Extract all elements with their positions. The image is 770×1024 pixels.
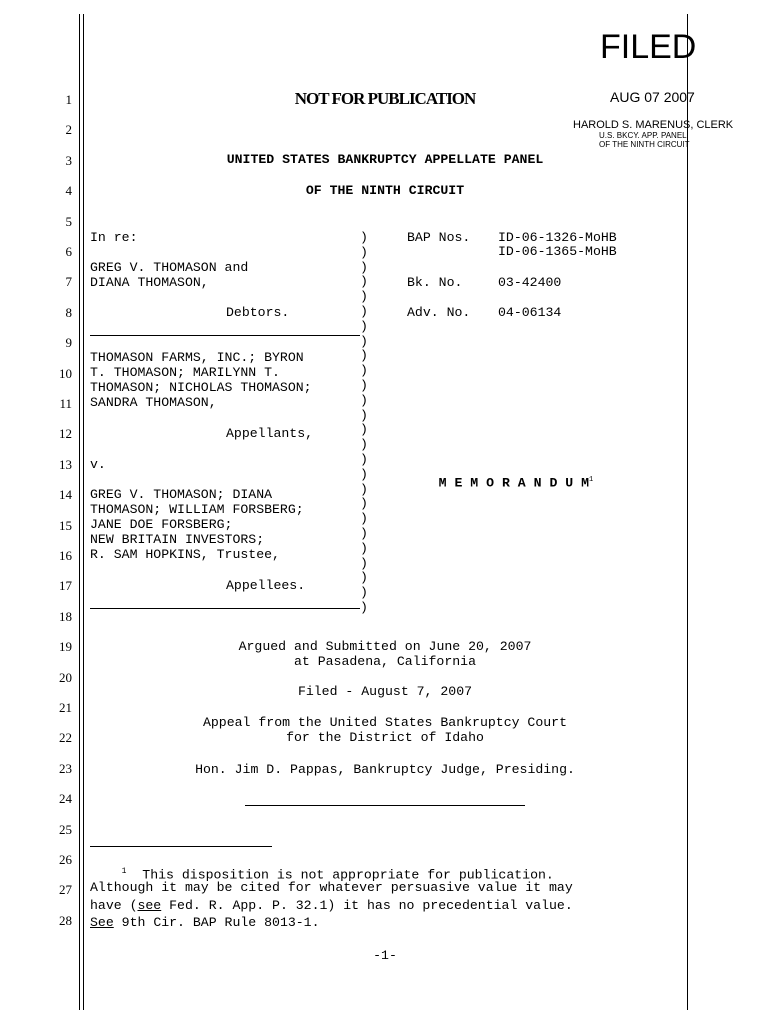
appellant-line-3: THOMASON; NICHOLAS THOMASON; bbox=[90, 380, 312, 395]
caption-paren: ) bbox=[360, 289, 368, 305]
caption-paren: ) bbox=[360, 259, 368, 275]
line-number: 17 bbox=[59, 578, 72, 594]
clerk-name: HAROLD S. MARENUS, CLERK bbox=[573, 119, 734, 131]
caption-paren: ) bbox=[360, 466, 368, 482]
caption-paren: ) bbox=[360, 585, 368, 601]
caption-paren: ) bbox=[360, 407, 368, 423]
clerk-court-line1: U.S. BKCY. APP. PANEL bbox=[599, 131, 687, 140]
caption-paren: ) bbox=[360, 481, 368, 497]
caption-paren: ) bbox=[360, 348, 368, 364]
bk-number: 03-42400 bbox=[498, 275, 562, 290]
bap-number-1: ID-06-1326-MoHB bbox=[498, 230, 617, 245]
line-number: 18 bbox=[59, 608, 72, 624]
caption-paren: ) bbox=[360, 274, 368, 290]
line-number: 11 bbox=[59, 396, 72, 411]
page-number: -1- bbox=[373, 948, 397, 963]
debtor-line-2: DIANA THOMASON, bbox=[90, 275, 209, 290]
line-number: 5 bbox=[65, 213, 72, 229]
caption-paren: ) bbox=[360, 244, 368, 260]
caption-paren: ) bbox=[360, 378, 368, 393]
caption-paren: ) bbox=[360, 318, 368, 334]
appellee-line-4: NEW BRITAIN INVESTORS; bbox=[90, 532, 265, 547]
footnote-number: 1 bbox=[121, 867, 127, 876]
caption-paren: ) bbox=[360, 496, 368, 512]
footnote-ref: 1 bbox=[589, 475, 594, 484]
appellee-line-1: GREG V. THOMASON; DIANA bbox=[90, 487, 273, 502]
line-number: 23 bbox=[59, 760, 72, 776]
footnote-3b: Fed. R. App. P. 32.1) it has no precedential value. bbox=[161, 898, 573, 913]
line-number: 24 bbox=[59, 791, 72, 807]
filed-stamp: FILED bbox=[600, 28, 697, 66]
caption-paren: ) bbox=[360, 437, 368, 453]
clerk-court-line2: OF THE NINTH CIRCUIT bbox=[599, 140, 690, 149]
line-number: 6 bbox=[65, 244, 72, 259]
memorandum-text: M E M O R A N D U M bbox=[438, 474, 590, 490]
debtor-line-1: GREG V. THOMASON and bbox=[90, 260, 249, 275]
appellant-line-4: SANDRA THOMASON, bbox=[90, 395, 217, 410]
footnote-line-2: Although it may be cited for whatever persuasive value it may bbox=[90, 880, 573, 895]
line-number: 28 bbox=[59, 912, 72, 928]
appellees-label: Appellees. bbox=[226, 578, 306, 593]
appellants-label: Appellants, bbox=[226, 426, 314, 441]
caption-paren: ) bbox=[360, 230, 368, 245]
versus: v. bbox=[90, 457, 106, 472]
appeal-from-line-2: for the District of Idaho bbox=[286, 730, 484, 745]
circuit-name: OF THE NINTH CIRCUIT bbox=[305, 183, 465, 198]
appellant-line-1: THOMASON FARMS, INC.; BYRON bbox=[90, 350, 304, 365]
adv-label: Adv. No. bbox=[407, 305, 471, 320]
adv-number: 04-06134 bbox=[498, 305, 562, 320]
caption-paren: ) bbox=[360, 452, 368, 467]
line-number: 2 bbox=[65, 122, 72, 138]
left-margin-rule-outer bbox=[79, 14, 80, 1010]
caption-divider-1 bbox=[90, 335, 360, 336]
line-number: 16 bbox=[59, 548, 72, 563]
caption-paren: ) bbox=[360, 526, 368, 541]
filed-date: AUG 07 2007 bbox=[610, 89, 695, 105]
line-number: 7 bbox=[65, 274, 72, 290]
line-number: 9 bbox=[65, 335, 72, 351]
footnote-line-3 bbox=[90, 899, 573, 914]
left-margin-rule-inner bbox=[83, 14, 84, 1010]
caption-paren: ) bbox=[360, 363, 368, 379]
footnote-3a: have ( bbox=[90, 898, 138, 913]
right-margin-rule bbox=[687, 14, 688, 1010]
caption-paren: ) bbox=[360, 422, 368, 438]
line-number: 4 bbox=[65, 183, 72, 199]
line-number: 22 bbox=[59, 730, 72, 746]
line-number: 10 bbox=[59, 365, 72, 381]
end-of-caption-rule bbox=[245, 805, 525, 806]
caption-paren: ) bbox=[360, 555, 368, 571]
filed-date-line: Filed - August 7, 2007 bbox=[297, 684, 473, 699]
bap-label: BAP Nos. bbox=[407, 230, 471, 245]
line-number: 15 bbox=[59, 517, 72, 533]
line-number: 3 bbox=[65, 152, 72, 168]
caption-divider-2 bbox=[90, 608, 360, 609]
footnote-line-4 bbox=[90, 916, 320, 931]
in-re: In re: bbox=[90, 230, 138, 245]
debtors-label: Debtors. bbox=[226, 305, 290, 320]
line-number: 26 bbox=[59, 852, 72, 867]
bap-number-2: ID-06-1365-MoHB bbox=[498, 244, 617, 259]
line-number: 13 bbox=[59, 456, 72, 472]
caption-paren: ) bbox=[360, 600, 368, 615]
argued-submitted: Argued and Submitted on June 20, 2007 bbox=[238, 639, 532, 654]
caption-paren: ) bbox=[360, 392, 368, 408]
line-number: 21 bbox=[59, 700, 72, 715]
bk-label: Bk. No. bbox=[407, 275, 463, 290]
line-number: 25 bbox=[59, 821, 72, 837]
footnote-4b: 9th Cir. BAP Rule 8013-1. bbox=[113, 915, 320, 930]
line-number: 27 bbox=[59, 882, 72, 898]
line-number: 8 bbox=[65, 304, 72, 320]
presiding-judge: Hon. Jim D. Pappas, Bankruptcy Judge, Presiding. bbox=[195, 762, 575, 777]
appellee-line-2: THOMASON; WILLIAM FORSBERG; bbox=[90, 502, 304, 517]
memorandum-title bbox=[407, 458, 593, 505]
caption-paren: ) bbox=[360, 570, 368, 586]
appeal-from-line-1: Appeal from the United States Bankruptcy Court bbox=[202, 715, 568, 730]
line-number: 12 bbox=[59, 426, 72, 442]
line-number: 1 bbox=[65, 92, 72, 107]
footnote-separator bbox=[90, 846, 272, 847]
argued-location: at Pasadena, California bbox=[293, 654, 477, 669]
appellee-line-3: JANE DOE FORSBERG; bbox=[90, 517, 233, 532]
caption-paren: ) bbox=[360, 511, 368, 527]
not-for-publication: NOT FOR PUBLICATION bbox=[294, 89, 476, 108]
appellee-line-5: R. SAM HOPKINS, Trustee, bbox=[90, 547, 280, 562]
appellant-line-2: T. THOMASON; MARILYNN T. bbox=[90, 365, 280, 380]
caption-paren: ) bbox=[360, 304, 368, 319]
line-number: 14 bbox=[59, 487, 72, 503]
caption-paren: ) bbox=[360, 333, 368, 349]
line-number: 19 bbox=[59, 639, 72, 655]
footnote-see-1: see bbox=[137, 898, 162, 913]
caption-paren: ) bbox=[360, 540, 368, 556]
court-name: UNITED STATES BANKRUPTCY APPELLATE PANEL bbox=[226, 152, 544, 167]
footnote-see-2: See bbox=[90, 915, 114, 930]
footnote-text-1: This disposition is not appropriate for publication. bbox=[142, 867, 554, 883]
line-number: 20 bbox=[59, 669, 72, 685]
